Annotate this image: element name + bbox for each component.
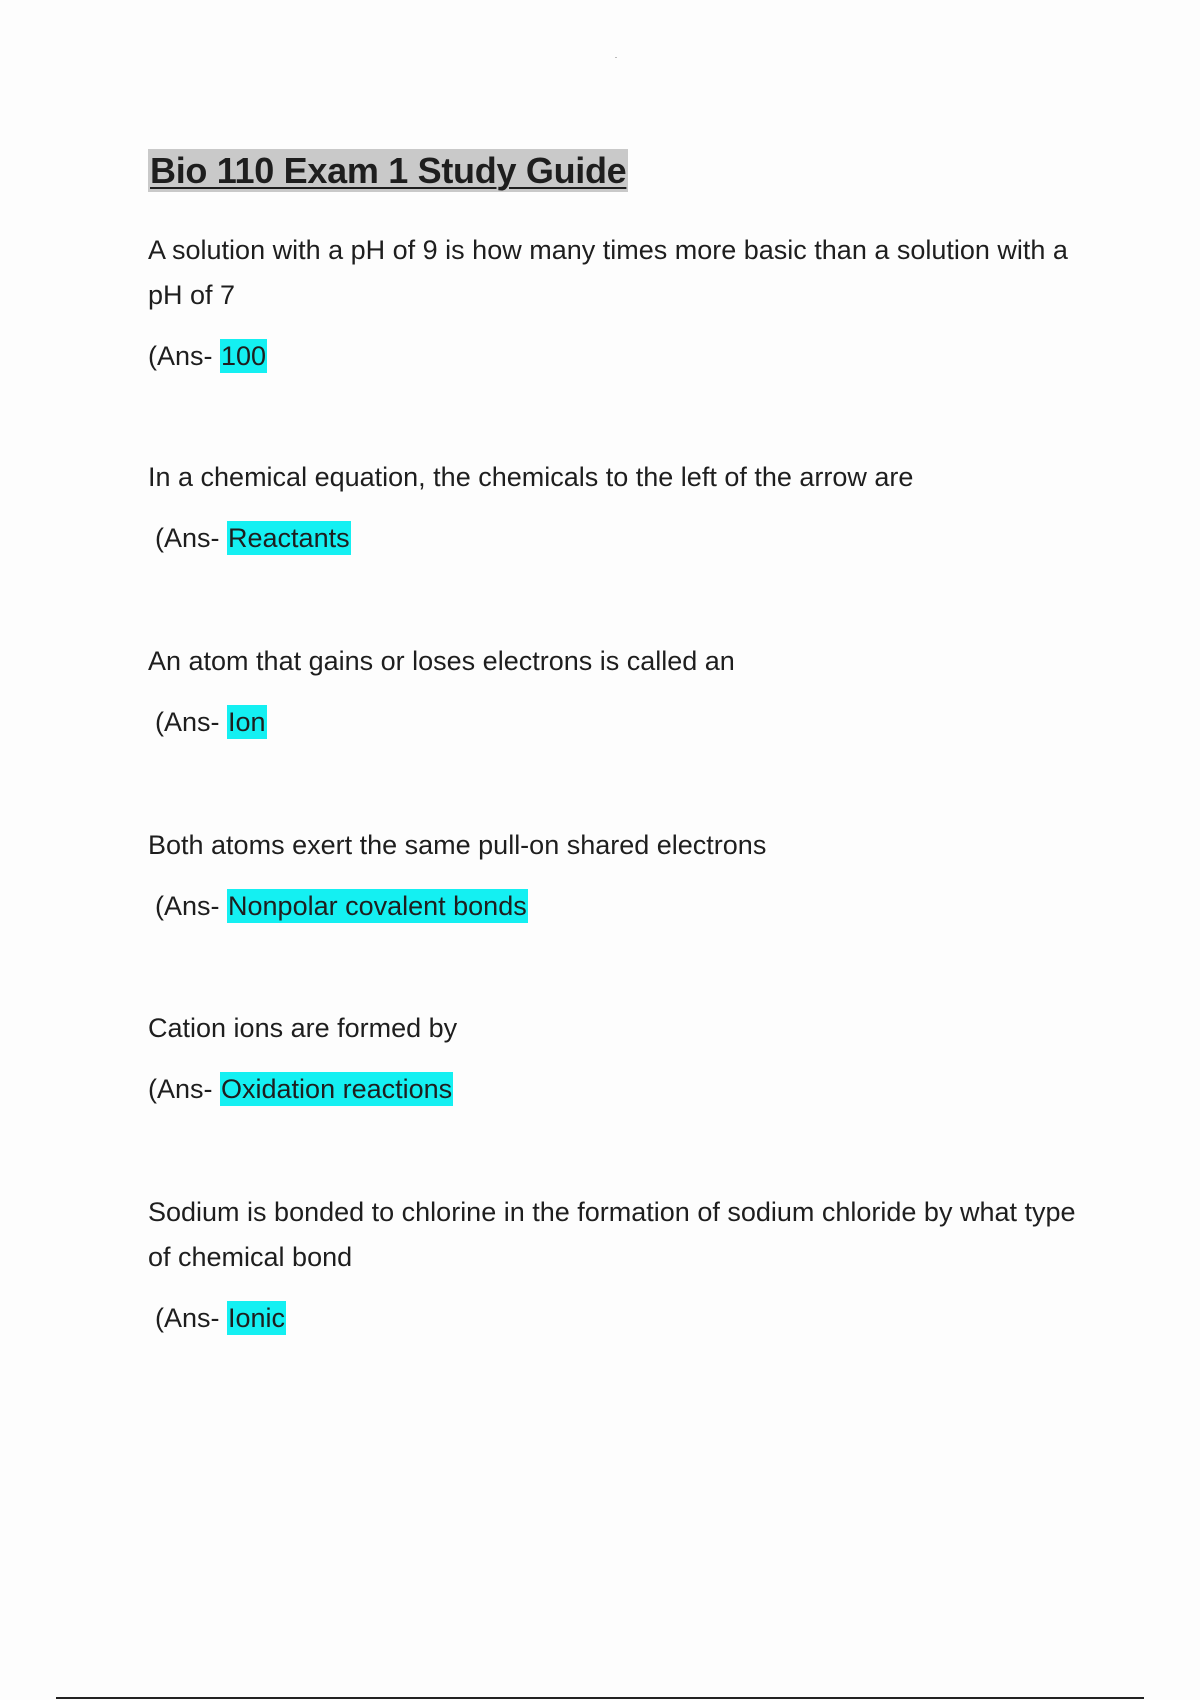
qa-item xyxy=(148,1006,1088,1112)
answer-prefix: (Ans- xyxy=(148,341,221,371)
qa-item xyxy=(148,455,1088,561)
answer-prefix: (Ans- xyxy=(155,1303,228,1333)
answer-prefix: (Ans- xyxy=(155,523,228,553)
title-text: Bio 110 Exam 1 Study Guide xyxy=(150,150,627,191)
answer-highlight: Reactants xyxy=(228,523,350,553)
question-text: A solution with a pH of 9 is how many times more basic than a solution with a pH of 7 xyxy=(148,235,1068,310)
question-text: An atom that gains or loses electrons is called an xyxy=(148,646,735,676)
answer-line xyxy=(148,700,1088,745)
answer-line xyxy=(148,1067,1088,1112)
answer-highlight: 100 xyxy=(221,341,267,371)
answer-line xyxy=(148,1296,1088,1341)
answer-prefix: (Ans- xyxy=(155,707,228,737)
answer-prefix: (Ans- xyxy=(148,1074,221,1104)
answer-highlight: Ionic xyxy=(228,1303,286,1333)
answer-highlight: Oxidation reactions xyxy=(221,1074,453,1104)
answer-line xyxy=(148,884,1088,929)
qa-item xyxy=(148,228,1088,379)
answer-highlight: Nonpolar covalent bonds xyxy=(228,891,527,921)
answer-prefix: (Ans- xyxy=(155,891,228,921)
question-text: Cation ions are formed by xyxy=(148,1013,458,1043)
answer-highlight: Ion xyxy=(228,707,266,737)
question-text: Sodium is bonded to chlorine in the formation of sodium chloride by what type of chemical bond xyxy=(148,1197,1076,1272)
scan-speck xyxy=(615,57,617,58)
qa-item xyxy=(148,823,1088,929)
answer-line xyxy=(148,334,1088,379)
qa-item xyxy=(148,639,1088,745)
page-title xyxy=(148,150,628,191)
answer-line xyxy=(148,516,1088,561)
question-text: Both atoms exert the same pull-on shared electrons xyxy=(148,830,767,860)
qa-item xyxy=(148,1190,1088,1341)
question-text: In a chemical equation, the chemicals to the left of the arrow are xyxy=(148,462,914,492)
bottom-divider xyxy=(56,1697,1144,1699)
